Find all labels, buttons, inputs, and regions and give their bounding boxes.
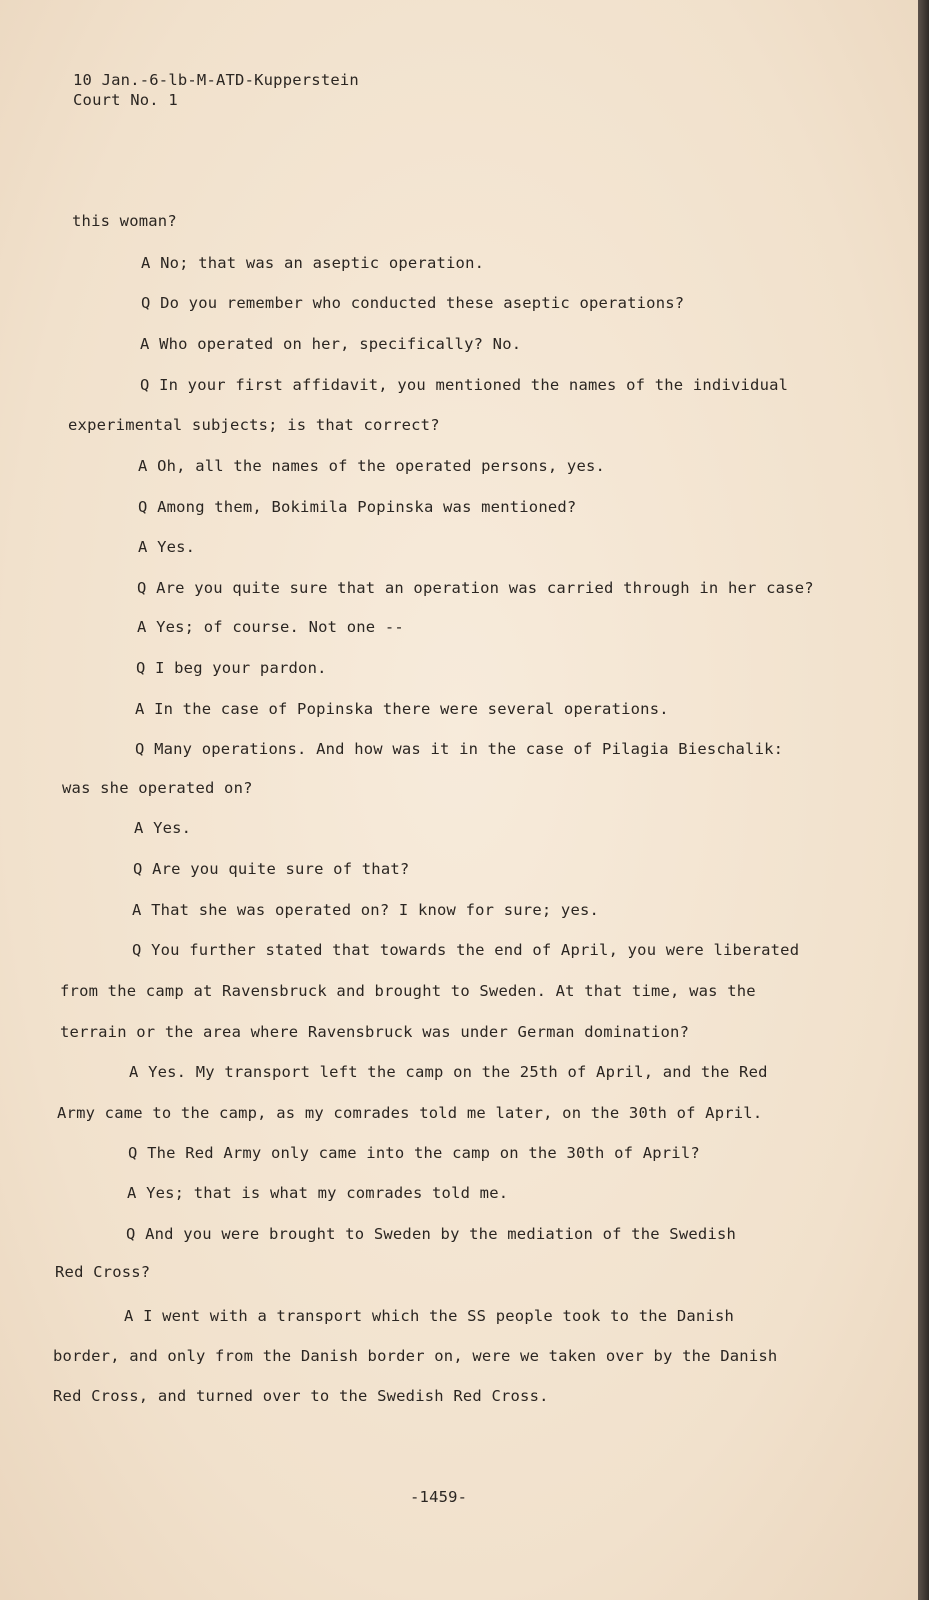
transcript-line: terrain or the area where Ravensbruck was under German domination? — [60, 1023, 690, 1041]
transcript-line: A Yes. — [134, 819, 192, 837]
transcript-line: was she operated on? — [62, 779, 253, 797]
transcript-line: Q Many operations. And how was it in the case of Pilagia Bieschalik: — [135, 740, 784, 758]
transcript-line: A That she was operated on? I know for sure; yes. — [132, 901, 600, 919]
transcript-line: this woman? — [72, 212, 177, 230]
transcript-line: A Who operated on her, specifically? No. — [140, 335, 522, 353]
transcript-line: A Yes. — [138, 538, 196, 556]
header-reference: 10 Jan.-6-lb-M-ATD-Kupperstein — [73, 71, 359, 89]
transcript-line: Q Are you quite sure of that? — [133, 860, 410, 878]
transcript-line: Red Cross, and turned over to the Swedish Red Cross. — [53, 1387, 549, 1405]
transcript-line: A Yes; that is what my comrades told me. — [127, 1184, 509, 1202]
page-number: -1459- — [410, 1488, 468, 1506]
transcript-line: A No; that was an aseptic operation. — [141, 254, 485, 272]
transcript-line: Q Among them, Bokimila Popinska was mentioned? — [138, 498, 577, 516]
transcript-line: A I went with a transport which the SS people took to the Danish — [124, 1307, 735, 1325]
transcript-line: Q Are you quite sure that an operation was carried through in her case? — [137, 579, 814, 597]
transcript-line: Red Cross? — [55, 1263, 151, 1281]
transcript-line: experimental subjects; is that correct? — [68, 416, 440, 434]
transcript-line: Q The Red Army only came into the camp on the 30th of April? — [128, 1144, 700, 1162]
transcript-line: A Yes. My transport left the camp on the 25th of April, and the Red — [129, 1063, 768, 1081]
transcript-line: Q And you were brought to Sweden by the mediation of the Swedish — [126, 1225, 737, 1243]
transcript-line: Army came to the camp, as my comrades told me later, on the 30th of April. — [57, 1104, 763, 1122]
transcript-line: border, and only from the Danish border on, were we taken over by the Danish — [53, 1347, 778, 1365]
transcript-line: Q Do you remember who conducted these aseptic operations? — [141, 294, 685, 312]
page-edge-shadow — [918, 0, 929, 1600]
transcript-line: A Yes; of course. Not one -- — [137, 618, 404, 636]
transcript-line: Q You further stated that towards the end of April, you were liberated — [132, 941, 800, 959]
transcript-line: Q In your first affidavit, you mentioned the names of the individual — [140, 376, 789, 394]
transcript-line: A Oh, all the names of the operated persons, yes. — [138, 457, 606, 475]
transcript-line: from the camp at Ravensbruck and brought to Sweden. At that time, was the — [60, 982, 756, 1000]
transcript-line: A In the case of Popinska there were several operations. — [135, 700, 669, 718]
header-court: Court No. 1 — [73, 91, 178, 109]
transcript-line: Q I beg your pardon. — [136, 659, 327, 677]
